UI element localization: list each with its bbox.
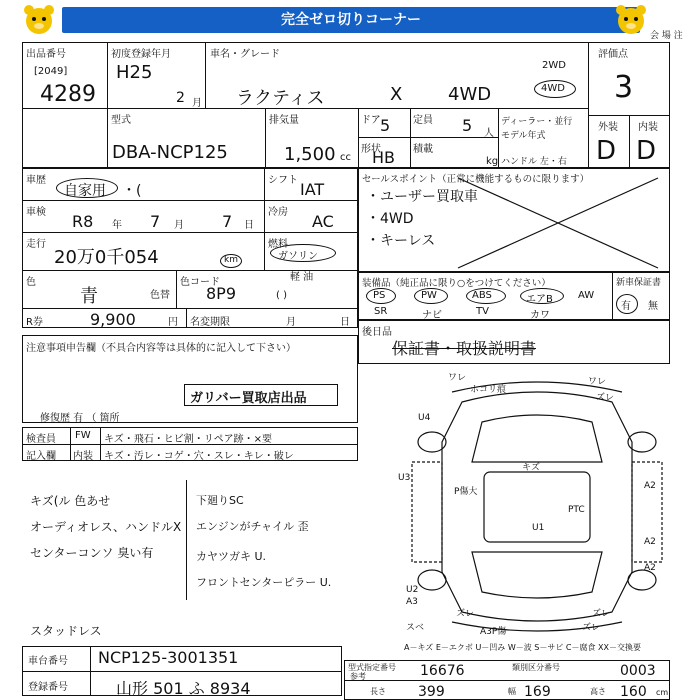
remark-line: オーディオレス、ハンドルX bbox=[30, 520, 182, 534]
car-drive: 4WD bbox=[448, 84, 492, 105]
inspector-fw-items: キズ・飛石・ヒビ割・リペア跡・×要 bbox=[104, 434, 272, 445]
svg-text:A3P傷: A3P傷 bbox=[480, 627, 507, 637]
plate-value: 山形 501 ふ 8934 bbox=[116, 679, 251, 698]
color-label: 色 bbox=[26, 277, 36, 288]
mileage-value: 20万0千054 bbox=[54, 247, 159, 268]
lot-label: 出品番号 bbox=[26, 49, 66, 60]
corner-text: 会 場 注 bbox=[650, 31, 683, 41]
bear-mascot-icon bbox=[22, 3, 56, 37]
svg-text:U2: U2 bbox=[406, 585, 419, 595]
spec-ref: 参考 bbox=[350, 672, 366, 681]
car-grade: X bbox=[390, 84, 403, 105]
rear-value: 保証書・取扱説明書 bbox=[392, 339, 537, 358]
spec-width: 169 bbox=[524, 684, 551, 700]
equip-tv: TV bbox=[476, 306, 489, 317]
warranty-label: 新車保証書 bbox=[616, 278, 662, 288]
svg-text:U4: U4 bbox=[418, 413, 431, 423]
cross-out-mark bbox=[358, 168, 670, 272]
svg-text:ズレ: ズレ bbox=[596, 393, 615, 403]
remark-right-line: カヤツガキ U. bbox=[196, 550, 267, 563]
history-label: 車歴 bbox=[26, 175, 46, 186]
inspection-year-unit: 年 bbox=[112, 220, 122, 231]
rating-label: 評価点 bbox=[598, 49, 628, 60]
svg-text:PTC: PTC bbox=[568, 505, 585, 515]
model-label: 型式 bbox=[111, 115, 131, 126]
recycle-label: R券 bbox=[26, 317, 43, 328]
fuel-gas: ガソリン bbox=[278, 251, 318, 262]
shift-label: シフト bbox=[268, 175, 298, 186]
capacity-label: 定員 bbox=[413, 115, 433, 126]
dealer-label: ディーラー・並行 bbox=[501, 117, 573, 127]
drive-4wd: 4WD bbox=[541, 83, 565, 94]
model-value: DBA-NCP125 bbox=[112, 142, 228, 163]
inspection-month: 7 bbox=[150, 212, 161, 231]
repair-history: 修復歴 有 （ 箇所 bbox=[40, 413, 120, 424]
warranty-yes: 有 bbox=[621, 301, 631, 312]
svg-text:ホコリ痕: ホコリ痕 bbox=[470, 385, 507, 395]
spec-height: 160 bbox=[620, 684, 647, 700]
rating-score: 3 bbox=[614, 70, 634, 105]
history-rest: ・( bbox=[122, 183, 142, 199]
spec-length-label: 長さ bbox=[370, 687, 386, 696]
diagram-legend: A－キズ E－エクボ U－凹み W－波 S－サビ C－腐食 XX－交換要 bbox=[404, 643, 642, 652]
remark-right-line: 下廻りSC bbox=[196, 494, 244, 507]
dealer-model-year: モデル年式 bbox=[501, 131, 546, 141]
inspector-label-2: 記入欄 bbox=[26, 451, 56, 462]
chassis-label: 車台番号 bbox=[28, 656, 68, 667]
banner-title-bar bbox=[62, 7, 640, 33]
svg-text:P傷大: P傷大 bbox=[454, 487, 478, 497]
svg-text:キズ: キズ bbox=[522, 463, 540, 473]
inspection-year: R8 bbox=[72, 212, 94, 231]
displacement-unit: cc bbox=[340, 152, 351, 163]
remark-line: スタッドレス bbox=[30, 624, 102, 638]
drive-2wd: 2WD bbox=[542, 60, 566, 71]
stamp-text: ガリバー買取店出品 bbox=[190, 391, 307, 406]
fuel-label: 燃料 bbox=[268, 239, 288, 250]
recycle-unit: 円 bbox=[168, 317, 178, 328]
remark-line: キズ(ル 色あせ bbox=[30, 494, 111, 508]
mileage-label: 走行 bbox=[26, 239, 46, 250]
recycle-value: 9,900 bbox=[90, 310, 136, 329]
remark-line: センターコンソ 臭い有 bbox=[30, 546, 154, 560]
spec-length: 399 bbox=[418, 684, 445, 700]
displacement-value: 1,500 bbox=[284, 144, 336, 165]
spec-width-label: 幅 bbox=[508, 687, 516, 696]
rear-label: 後日品 bbox=[362, 327, 392, 338]
svg-text:ワレ: ワレ bbox=[588, 377, 607, 387]
fuel-other: ( ) bbox=[276, 290, 287, 301]
registration-month-unit: 月 bbox=[192, 98, 202, 109]
spec-type-value: 16676 bbox=[420, 663, 465, 679]
warranty-no: 無 bbox=[648, 301, 658, 312]
lot-number: 4289 bbox=[40, 82, 96, 107]
ac-value: AC bbox=[312, 212, 334, 231]
registration-label: 初度登録年月 bbox=[111, 49, 171, 60]
sales-point-item: ・キーレス bbox=[366, 233, 436, 249]
doors-value: 5 bbox=[380, 116, 391, 135]
load-unit: kg bbox=[486, 156, 499, 167]
color-type-label: 色替 bbox=[150, 290, 170, 301]
rating-int: D bbox=[636, 136, 657, 166]
notes-label: 注意事項申告欄（不具合内容等は具体的に記入して下さい） bbox=[26, 343, 296, 354]
plate-label: 登録番号 bbox=[28, 682, 68, 693]
car-name: ラクティス bbox=[236, 88, 325, 109]
equip-aw: AW bbox=[578, 290, 595, 301]
chassis-value: NCP125-3001351 bbox=[98, 648, 239, 667]
tax-month: 月 bbox=[286, 317, 296, 328]
shape-label: 形状 bbox=[361, 144, 381, 155]
spec-type-label: 型式指定番号 bbox=[348, 663, 396, 672]
svg-text:U1: U1 bbox=[532, 523, 545, 533]
svg-text:A2: A2 bbox=[644, 563, 656, 573]
spec-height-label: 高さ bbox=[590, 687, 606, 696]
lot-sub: [2049] bbox=[34, 66, 68, 77]
equip-ps: PS bbox=[373, 290, 386, 301]
color-value: 青 bbox=[80, 286, 98, 307]
color-code-label: 色コード bbox=[180, 277, 220, 288]
rating-ext: D bbox=[596, 136, 617, 166]
svg-text:U3: U3 bbox=[398, 473, 411, 483]
svg-text:ズレ: ズレ bbox=[582, 623, 601, 633]
color-code: 8P9 bbox=[206, 284, 237, 303]
equip-pw: PW bbox=[421, 290, 437, 301]
svg-text:A2: A2 bbox=[644, 537, 656, 547]
car-label: 車名・グレード bbox=[210, 49, 280, 60]
inspector-int-items: キズ・汚レ・コゲ・穴・スレ・キレ・破レ bbox=[104, 451, 294, 462]
banner-title: 完全ゼロ切りコーナー bbox=[281, 12, 421, 28]
mileage-unit: km bbox=[224, 255, 238, 265]
tax-day: 日 bbox=[340, 317, 350, 328]
displacement-label: 排気量 bbox=[269, 115, 299, 126]
equip-navi: ナビ bbox=[422, 310, 442, 321]
inspection-month-unit: 月 bbox=[174, 220, 184, 231]
load-label: 積載 bbox=[413, 144, 433, 155]
fuel-diesel: 軽 油 bbox=[290, 272, 314, 283]
dealer-handle: ハンドル 左・右 bbox=[501, 157, 567, 167]
equip-sr: SR bbox=[374, 306, 388, 317]
sales-point-item: ・ユーザー買取車 bbox=[366, 189, 478, 205]
spec-unit: cm bbox=[656, 688, 669, 697]
inspection-day-unit: 日 bbox=[244, 220, 254, 231]
inspection-label: 車検 bbox=[26, 207, 46, 218]
rating-int-label: 内装 bbox=[638, 122, 658, 133]
ac-label: 冷房 bbox=[268, 207, 288, 218]
shift-value: IAT bbox=[300, 180, 325, 199]
spec-class-value: 0003 bbox=[620, 663, 656, 679]
svg-text:ズレ: ズレ bbox=[456, 609, 475, 619]
spec-class-label: 類別区分番号 bbox=[512, 663, 560, 672]
svg-text:ワレ: ワレ bbox=[448, 373, 467, 383]
remark-right-line: エンジンがチャイル 歪 bbox=[196, 520, 309, 533]
inspection-day: 7 bbox=[222, 212, 233, 231]
registration-year: H25 bbox=[116, 62, 153, 83]
doors-label: ドア bbox=[361, 115, 381, 126]
history-value: 自家用 bbox=[64, 183, 106, 199]
svg-text:A3: A3 bbox=[406, 597, 418, 607]
equip-airbag: エアB bbox=[526, 294, 553, 305]
inspector-int: 内装 bbox=[73, 451, 93, 462]
header-banner bbox=[0, 0, 700, 40]
inspector-fw: FW bbox=[75, 430, 91, 441]
bear-mascot-icon bbox=[614, 3, 648, 37]
car-damage-diagram bbox=[392, 372, 682, 640]
capacity-value: 5 bbox=[462, 116, 473, 135]
capacity-unit: 人 bbox=[484, 128, 494, 139]
svg-text:ズレ: ズレ bbox=[592, 609, 611, 619]
rating-ext-label: 外装 bbox=[598, 122, 618, 133]
svg-text:スベ: スベ bbox=[406, 623, 425, 633]
tax-label: 名変期限 bbox=[190, 317, 230, 328]
equip-abs: ABS bbox=[472, 290, 492, 301]
sales-points-label: セールスポイント（正常に機能するものに限ります） bbox=[362, 174, 590, 185]
shape-value: HB bbox=[372, 148, 396, 167]
registration-month: 2 bbox=[176, 90, 185, 106]
svg-text:A2: A2 bbox=[644, 481, 656, 491]
remark-right-line: フロントセンターピラー U. bbox=[196, 576, 332, 589]
equipment-label: 装備品（純正品に限り○をつけてください） bbox=[362, 278, 551, 289]
equip-leather: カワ bbox=[530, 310, 550, 321]
sales-point-item: ・4WD bbox=[366, 211, 414, 227]
inspector-label-1: 検査員 bbox=[26, 434, 56, 445]
